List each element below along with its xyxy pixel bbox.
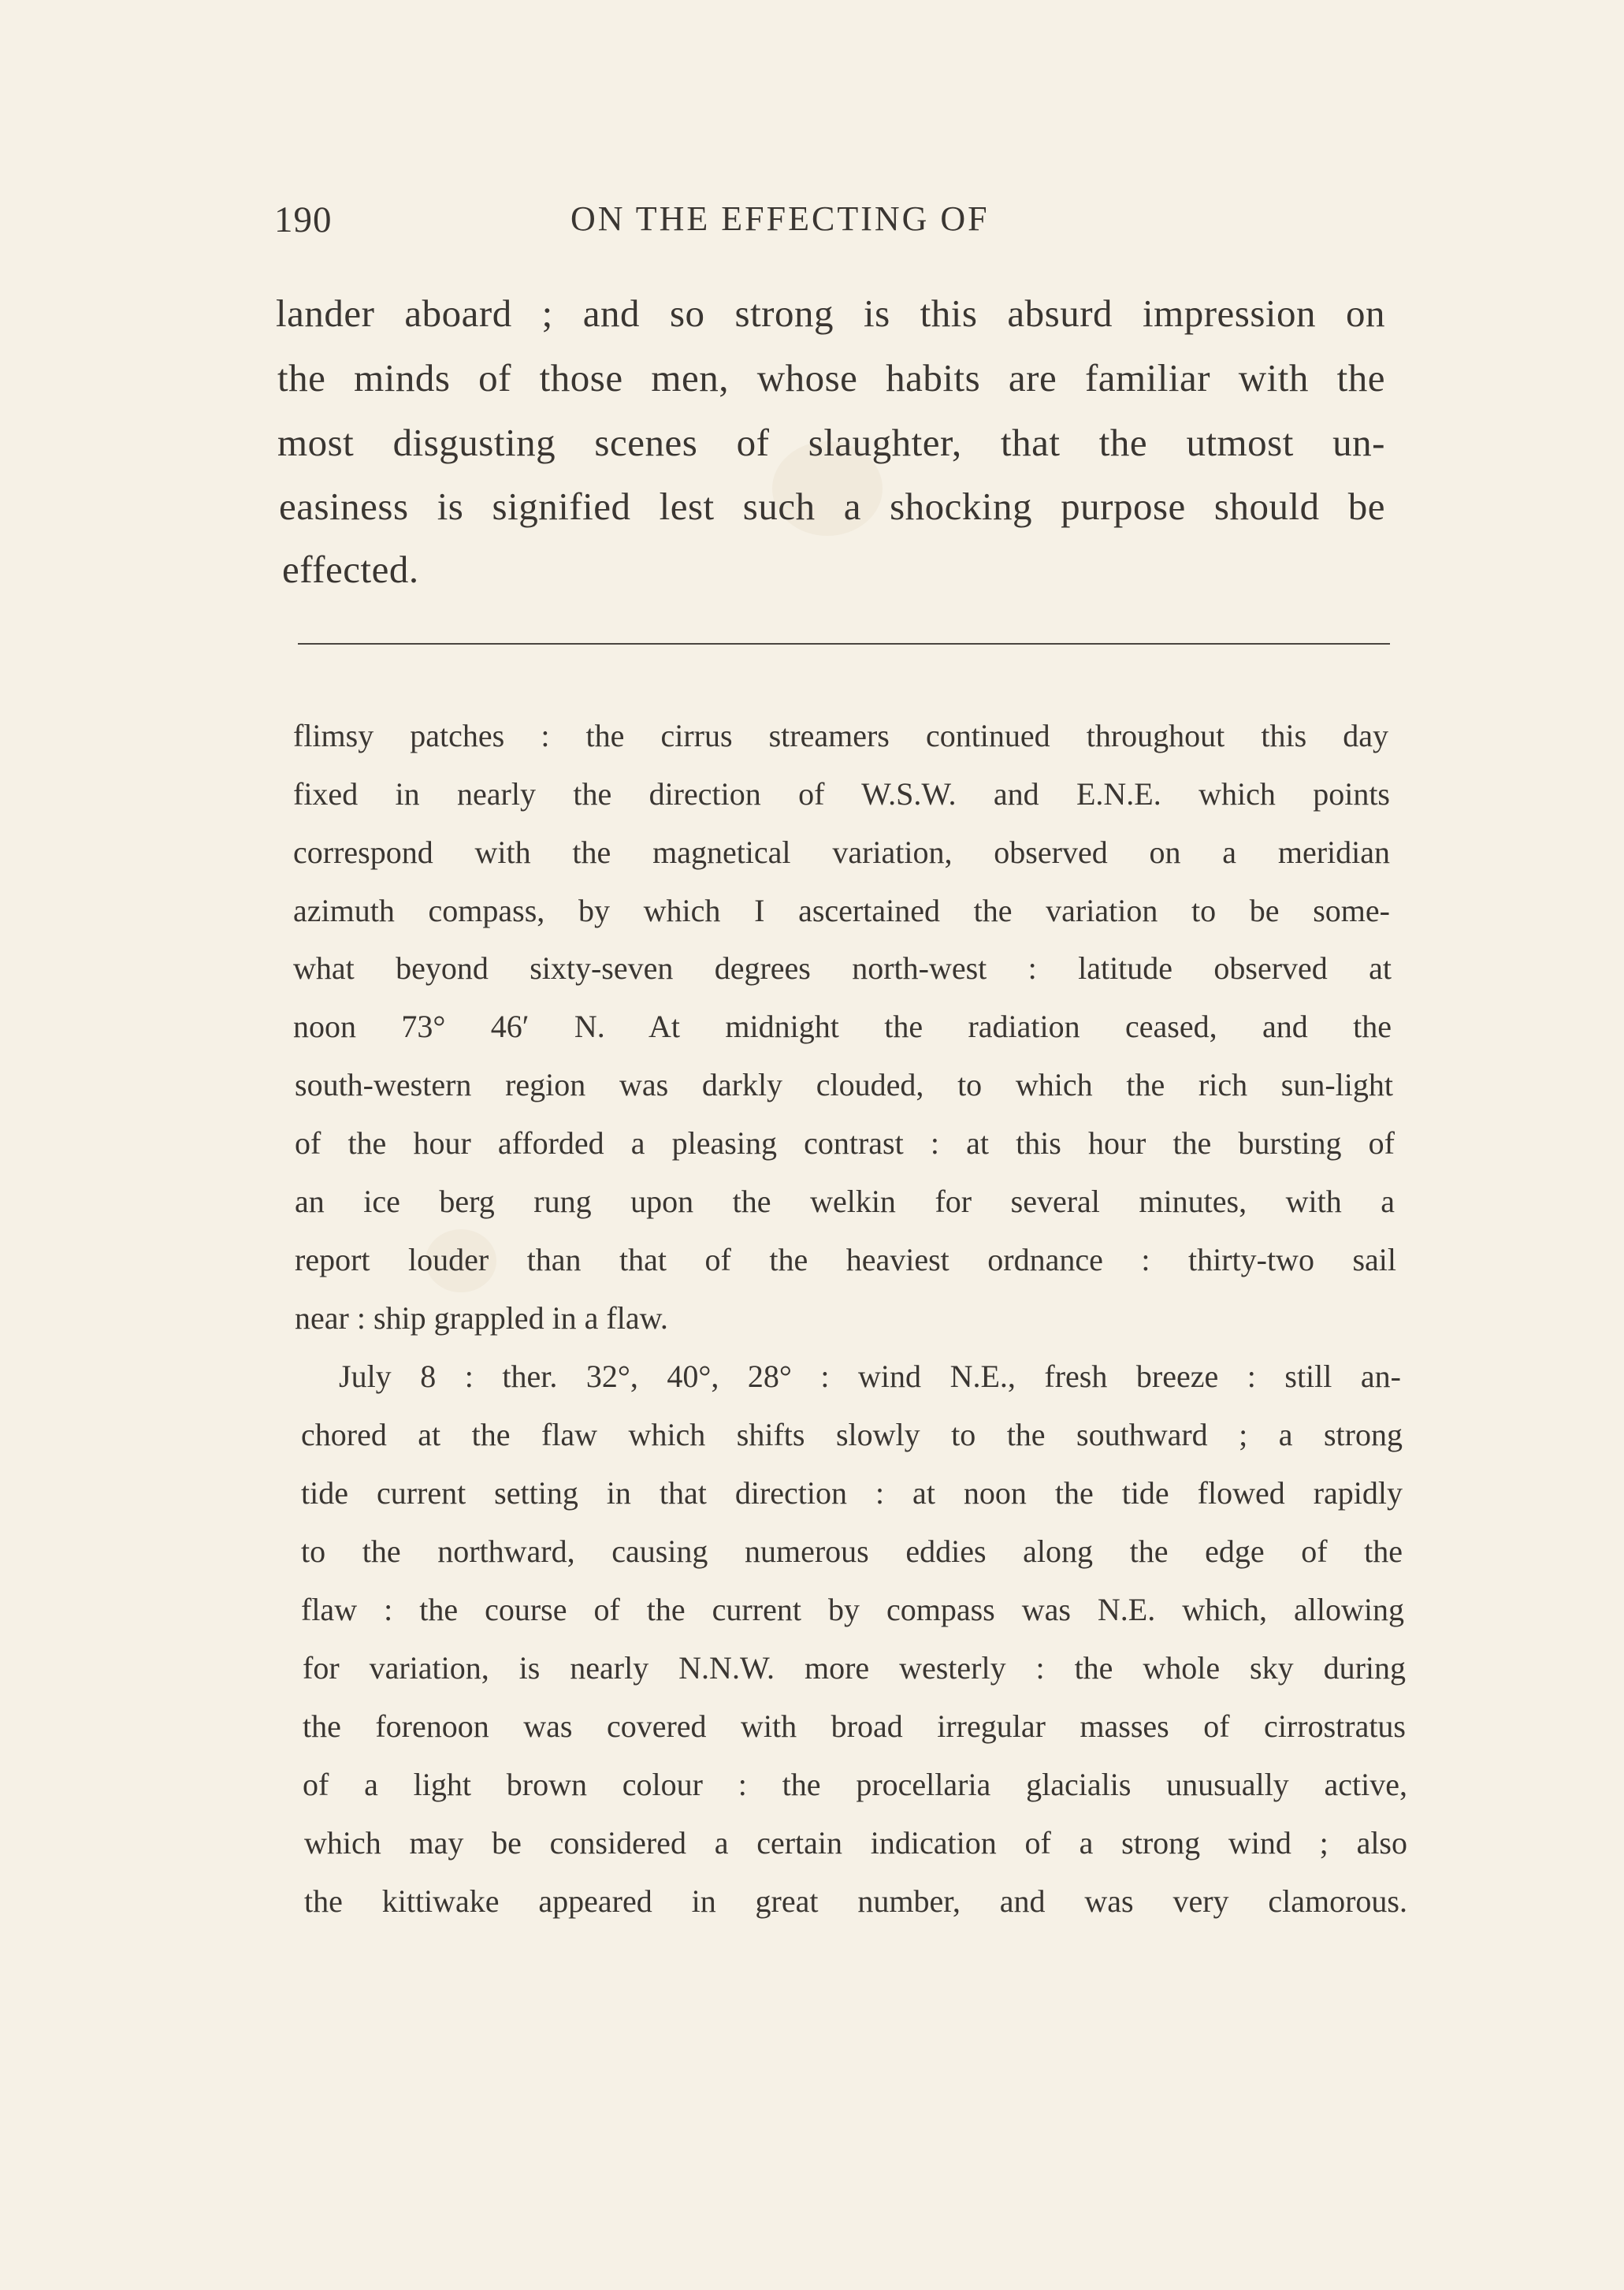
body-line: an ice berg rung upon the welkin for several minutes, with a [295,1184,1395,1219]
page-number: 190 [274,199,333,240]
body-line: of a light brown colour : the procellaria glacialis unusually active, [303,1767,1407,1802]
body-line: flaw : the course of the current by compass was N.E. which, allowing [301,1592,1404,1627]
body-line: noon 73° 46′ N. At midnight the radiation ceased, and the [293,1009,1392,1044]
body-line: flimsy patches : the cirrus streamers continued throughout this day [293,718,1388,753]
body-line: fixed in nearly the direction of W.S.W. and E.N.E. which points [293,776,1390,812]
body-line: what beyond sixty-seven degrees north-west : latitude observed at [293,950,1392,986]
running-title: ON THE EFFECTING OF [570,199,990,238]
body-line: of the hour afforded a pleasing contrast : at this hour the bursting of [295,1125,1395,1161]
section-rule [298,643,1390,645]
body-line: report louder than that of the heaviest ordnance : thirty-two sail [295,1242,1396,1277]
body-line: correspond with the magnetical variation, observed on a meridian [293,835,1390,870]
body-line: chored at the flaw which shifts slowly to the southward ; a strong [301,1417,1403,1452]
body-line: the forenoon was covered with broad irregular masses of cirrostratus [303,1708,1406,1744]
body-line: the kittiwake appeared in great number, and was very clamorous. [304,1883,1407,1919]
body-line: azimuth compass, by which I ascertained the variation to be some- [293,893,1390,928]
body-line: for variation, is nearly N.N.W. more westerly : the whole sky during [303,1650,1406,1686]
body-line: to the northward, causing numerous eddies along the edge of the [301,1533,1403,1569]
body-line: near : ship grappled in a flaw. [295,1300,668,1336]
page-header [274,199,1094,262]
body-line: south-western region was darkly clouded, to which the rich sun-light [295,1067,1393,1102]
footnote-line: easiness is signified lest such a shocking purpose should be [279,485,1385,528]
footnote-line: lander aboard ; and so strong is this absurd impression on [276,292,1385,335]
body-line: July 8 : ther. 32°, 40°, 28° : wind N.E., fresh breeze : still an- [339,1359,1401,1394]
footnote-line: effected. [282,548,419,591]
body-line: tide current setting in that direction : at noon the tide flowed rapidly [301,1475,1403,1511]
body-line: which may be considered a certain indication of a strong wind ; also [304,1825,1407,1861]
footnote-line: most disgusting scenes of slaughter, that the utmost un- [277,421,1385,464]
footnote-line: the minds of those men, whose habits are familiar with the [277,356,1385,400]
